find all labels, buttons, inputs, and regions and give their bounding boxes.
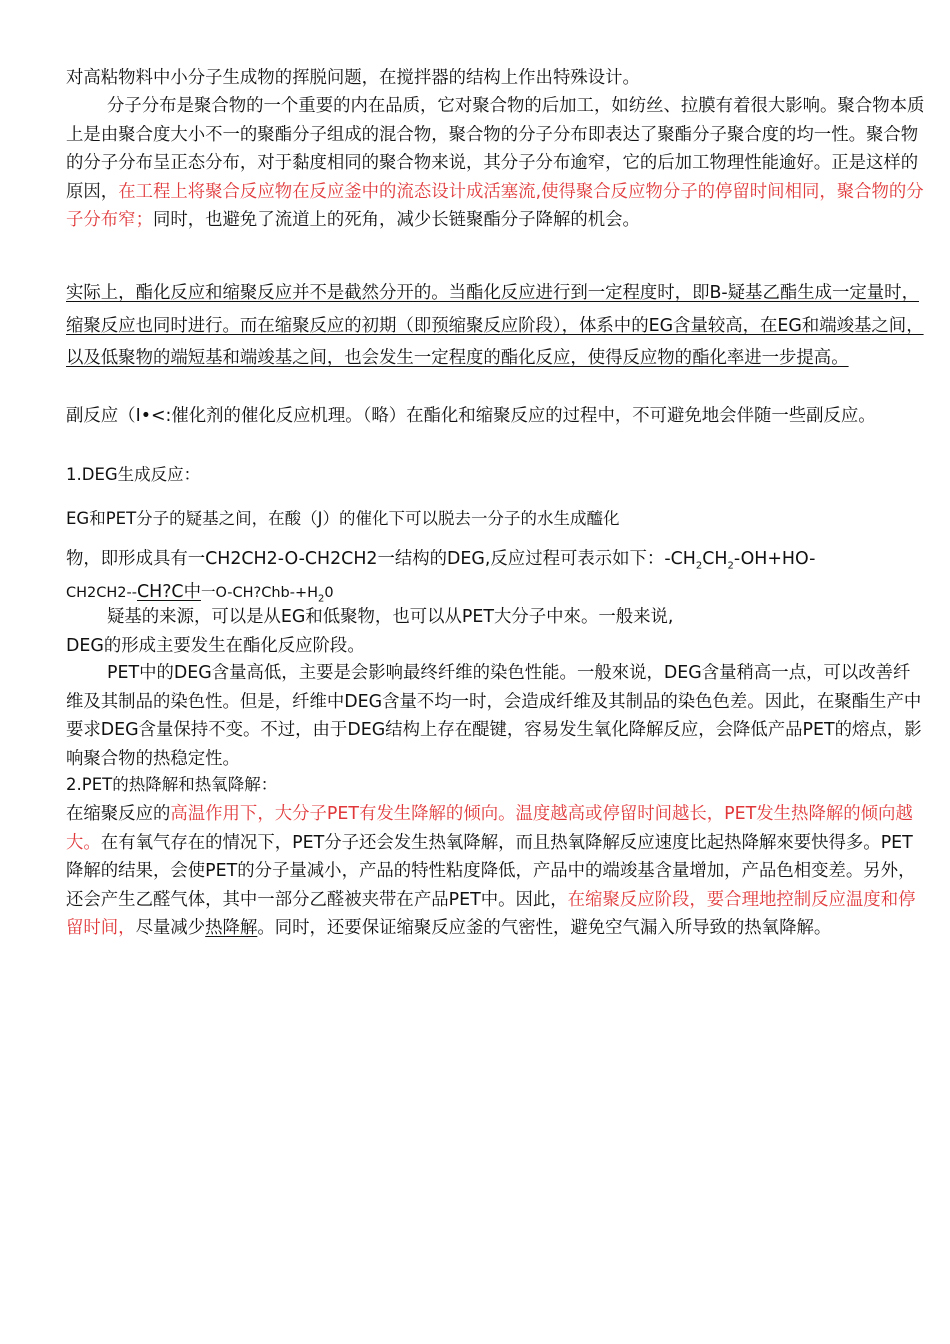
heading-deg-reaction: 1.DEG生成反应：: [66, 465, 201, 484]
paragraph-molecular-distribution: 分子分布是聚合物的一个重要的内在品质，它对聚合物的后加工，如纺丝、拉膜有着很大影响。聚合物本质上是由聚合度大小不一的聚酯分子组成的混合物，聚合物的分子分布即表达了聚酯分子聚合度的均一性。聚合物的分子分布呈正态分布，对于黏度相同的聚合物来说，其分子分布逾窄，它的后加工物理性能逾好。正是这样的原因，在工程上将聚合反应物在反应釜中的流态设计成活塞流,使得聚合反应物分子的停留时间相同，聚合物的分子分布窄；同时，也避免了流道上的死角，减少长链聚酯分子降解的机会。: [66, 96, 925, 231]
paragraph-deg-content: PET中的DEG含量高低，主要是会影响最终纤维的染色性能。一般來说，DEG含量稍高一点，可以改善纤维及其制品的染色性。但是，纤维中DEG含量不均一时，会造成纤维及其制品的染色色差。因此，在聚酯生产中要求DEG含量保持不变。不过，由于DEG结构上存在醍键，容易发生氧化降解反应，会降低产品PET的熔点，影响聚合物的热稳定性。: [66, 663, 922, 769]
highlight-control-temperature: 在缩聚反应阶段，要合理地控制反应温度和停留时间，: [66, 889, 916, 939]
paragraph-devolatilization: 对高粘物料中小分子生成物的挥脱问题，在搅拌器的结构上作出特殊设计。: [66, 68, 640, 88]
paragraph-esterification-polycondensation: 实际上，酯化反应和缩聚反应并不是截然分开的。当酯化反应进行到一定程度时，即B-疑基乙酯生成一定量时，缩聚反应也同时进行。而在缩聚反应的初期（即预缩聚反应阶段），体系中的EG含量较高，在EG和端竣基之间，以及低聚物的端短基和端竣基之间，也会发生一定程度的酯化反应，使得反应物的酯化率进一步提高。: [66, 283, 924, 368]
paragraph-thermal-degradation: 在缩聚反应的高温作用下，大分子PET有发生降解的倾向。温度越高或停留时间越长，PET发生热降解的倾向越大。在有氧气存在的情况下，PET分子还会发生热氧降解，而且热氧降解反应速度比起热降解來要快得多。PET降解的结果，会使PET的分子量减小，产品的特性粘度降低，产品中的端竣基含量增加，产品色相变差。另外，还会产生乙醛气体，其中一部分乙醛被夹带在产品PET中。因此，在缩聚反应阶段，要合理地控制反应温度和停留时间，尽量减少热降解。同时，还要保证缩聚反应釜的气密性，避免空气漏入所导致的热氧降解。: [66, 804, 916, 939]
heading-thermal-degradation: 2.PET的热降解和热氧降解：: [66, 775, 278, 794]
paragraph-deg-formula: 物，即形成具有一CH2CH2-O-CH2CH2一结构的DEG,反应过程可表示如下：$-CH_2CH_2-OH+HO-$ CH2CH2--CH?C中一$O-CH?Chb-+H_20$: [66, 549, 816, 605]
underlined-thermal-degradation: 热降解: [205, 918, 258, 939]
paragraph-side-reactions: 副反应（I•<:催化剂的催化反应机理。（略）在酯化和缩聚反应的过程中，不可避免地会伴随一些副反应。: [66, 406, 876, 426]
highlight-plug-flow: 在工程上将聚合反应物在反应釜中的流态设计成活塞流,使得聚合反应物分子的停留时间相同，聚合物的分子分布窄；: [66, 181, 924, 231]
paragraph-eg-pet-hydroxyl: EG和PET分子的疑基之间，在酸（J）的催化下可以脱去一分子的水生成醯化: [66, 509, 620, 528]
highlight-high-temperature: 高温作用下，大分子PET有发生降解的倾向。温度越高或停留时间越长，PET发生热降解的倾向越大。: [66, 804, 913, 853]
paragraph-hydroxyl-source: 疑基的来源，可以是从EG和低聚物，也可以从PET大分子中來。一般来说, DEG的形成主要发生在酯化反应阶段。: [66, 607, 674, 656]
formula-underlined: CH?C中: [136, 582, 201, 603]
